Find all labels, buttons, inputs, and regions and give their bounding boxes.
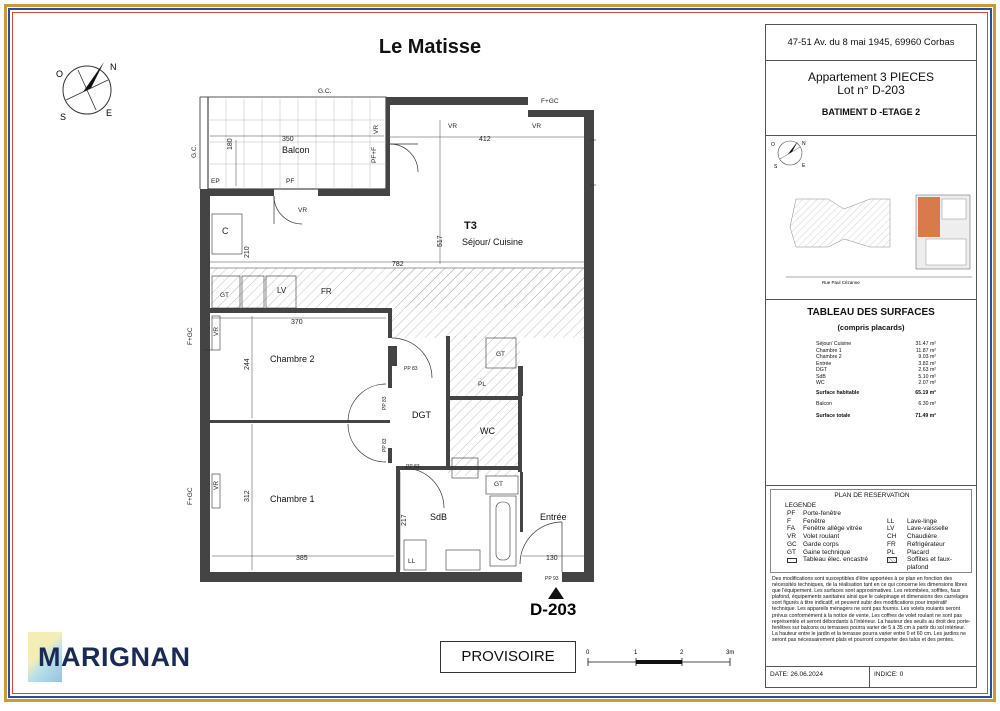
dim-370: 370 [291, 319, 303, 326]
label-gc-side: G.C. [191, 144, 198, 158]
svg-text:1: 1 [634, 650, 638, 656]
apartment-type: Appartement 3 PIECES [807, 70, 935, 84]
site-lot-highlight [918, 197, 940, 237]
surface-habitable: Surface habitable 65.19 m² [816, 389, 936, 396]
label-fgc-top: F+GC [541, 98, 559, 105]
label-ll: LL [408, 558, 416, 565]
surfaces-table [816, 341, 936, 419]
label-pl: PL [478, 381, 486, 388]
label-vr-5: VR [213, 326, 220, 336]
legend-row: F Fenêtre LL Lave-linge [787, 517, 937, 525]
surface-row: WC 2.07 m² [816, 380, 936, 386]
legend-row: PF Porte-fenêtre [787, 510, 841, 517]
soffite-hatch-icon [887, 557, 897, 563]
legend [770, 489, 972, 573]
scale-bar [586, 646, 746, 676]
lot-number: Lot n° D-203 [837, 83, 905, 97]
surface-balcon: Balcon 6.30 m² [816, 401, 936, 407]
svg-text:2: 2 [680, 650, 684, 656]
room-balcon: Balcon [282, 145, 310, 155]
legend-row: FA Fenêtre allège vitrée LV Lave-vaisselle [787, 525, 949, 533]
label-vr-4: VR [298, 207, 308, 214]
label-gt-3: GT [494, 481, 504, 488]
dim-517: 517 [437, 235, 444, 247]
label-vr-2: VR [448, 123, 458, 130]
surface-row: SdB 5.10 m² [816, 373, 936, 380]
room-sejour: Séjour/ Cuisine [462, 237, 524, 247]
svg-text:S: S [774, 164, 778, 170]
compass-o: O [56, 69, 64, 79]
address: 47-51 Av. du 8 mai 1945, 69960 Corbas [766, 25, 976, 61]
svg-text:O: O [771, 142, 775, 148]
compass-e: E [106, 108, 113, 118]
room-chambre1: Chambre 1 [270, 494, 315, 504]
surface-row: Chambre 1 11.87 m² [816, 347, 936, 354]
svg-text:N: N [802, 141, 806, 147]
room-t3: T3 [464, 220, 477, 232]
surface-row: DGT 2.63 m² [816, 367, 936, 373]
label-lv: LV [277, 286, 287, 295]
room-dgt: DGT [412, 410, 431, 420]
surface-row: Entrée 3.82 m² [816, 360, 936, 367]
label-pff: PF+F [371, 146, 378, 163]
surfaces-subtitle: (compris placards) [837, 323, 905, 332]
dim-312: 312 [244, 490, 251, 502]
label-gt-2: GT [496, 351, 506, 358]
project-title: Le Matisse [378, 36, 482, 58]
legend-row: Tableau élec. encastré Soffites et faux-plafond [787, 556, 973, 571]
marignan-logo [28, 632, 198, 682]
svg-text:0: 0 [586, 650, 590, 656]
compass-icon [56, 62, 117, 122]
label-fgc-c2: F+GC [187, 327, 194, 345]
label-pp83-1: PP 83 [404, 366, 418, 372]
compass-n: N [110, 62, 117, 72]
entrance-arrow-icon [548, 587, 564, 599]
status-stamp: PROVISOIRE [440, 641, 576, 673]
surface-total: Surface totale 71.49 m² [816, 412, 936, 419]
label-vr-1: VR [373, 124, 380, 134]
room-wc: WC [480, 426, 495, 436]
surface-row: Chambre 2 9.03 m² [816, 354, 936, 360]
label-c: C [222, 226, 229, 236]
compass-s: S [60, 112, 67, 122]
dim-412: 412 [479, 136, 491, 143]
legend-row: VR Volet roulant CH Chaudière [787, 533, 937, 541]
tableau-elec-icon [787, 558, 797, 563]
label-pf: PF [286, 178, 295, 185]
svg-text:3m: 3m [726, 650, 735, 656]
label-pp83-2: PP 83 [382, 396, 388, 410]
dim-180: 180 [227, 138, 234, 150]
apartment-info [766, 61, 976, 97]
label-gt-1: GT [220, 292, 230, 299]
label-vr-6: VR [213, 480, 220, 490]
lot-label: D-203 [530, 600, 577, 619]
dim-782: 782 [392, 261, 404, 268]
indice: INDICE: 0 [874, 671, 904, 678]
dim-210: 210 [244, 246, 251, 258]
legend-row: GT Gaine technique PL Placard [787, 548, 930, 556]
surface-row: Séjour/ Cuisine 31.47 m² [816, 341, 936, 347]
soffite-hatch-wc [448, 400, 520, 476]
dim-130: 130 [546, 555, 558, 562]
label-fgc-c1: F+GC [187, 487, 194, 505]
label-ep: EP [211, 178, 220, 185]
plan-reservation-title: PLAN DE RESERVATION [834, 492, 910, 499]
label-vr-3: VR [532, 123, 542, 130]
date: DATE: 26.06.2024 [770, 671, 823, 678]
dim-244: 244 [244, 358, 251, 370]
soffite-hatch-sejour [390, 268, 584, 338]
label-gc-top: G.C. [318, 88, 332, 95]
label-pp83-4: PP 83 [406, 464, 420, 470]
batiment-label: BATIMENT D -ETAGE 2 [821, 107, 921, 117]
disclaimer: Des modifications sont susceptibles d'être apportées à ce plan en fonction des nécessités techniques, de la réalisation tant en ce qui concerne les dimensions libres que l'équipement. Les surfaces sont approximatives. Les retombées, soffites, faux plafond, équipements sanitaires ainsi que le calepinage et dimensions des carrelages sont figurés à titre indicatif, et peuvent subir des modifications pour impératif technique. Les appareils ménagers ne sont pas fournis. Les volets roulants seront prévus conformément à la notice de vente. Les coffres de volet roulant ne sont pas représentés et seront débordants à l'intérieur. La hauteur des seuils au droit des porte-fenêtres sur balcons ou terrasses pourra varier de 5 à 35 cm à partir du sol intérieur. La hauteur entre le jardin et la terrasse pourra varier entre 0 et 60 cm. Les jardins ne seront pas nécessairement plats et pourront comporter des talus et des pentes. [772, 576, 971, 643]
svg-text:E: E [802, 163, 806, 169]
label-fr: FR [321, 287, 332, 296]
room-entree: Entrée [540, 512, 567, 522]
title-block [765, 24, 977, 688]
dim-217: 217 [401, 514, 408, 526]
surfaces-title: TABLEAU DES SURFACES [807, 307, 935, 318]
room-sdb: SdB [430, 512, 448, 522]
site-map [766, 137, 976, 297]
label-pp93: PP 93 [545, 576, 559, 582]
logo-text: MARIGNAN [38, 642, 191, 672]
legend-title: LEGENDE [785, 502, 817, 509]
label-pp83-3: PP 83 [382, 438, 388, 452]
dim-385: 385 [296, 555, 308, 562]
room-chambre2: Chambre 2 [270, 354, 315, 364]
street-label: Rue Paul Cézanne [822, 280, 860, 285]
legend-row: GC Garde corps FR Réfrigérateur [787, 540, 945, 548]
dim-350: 350 [282, 136, 294, 143]
site-compass-icon [771, 141, 806, 170]
